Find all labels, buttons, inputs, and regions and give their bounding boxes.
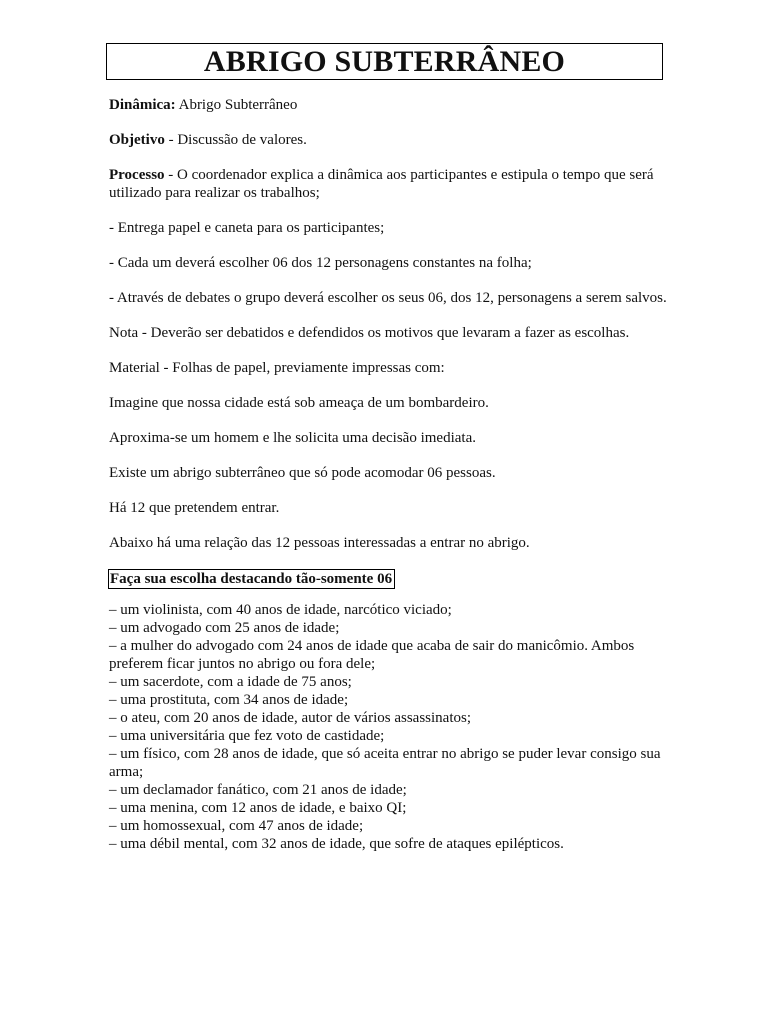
step-paragraph: - Entrega papel e caneta para os participantes; bbox=[109, 220, 385, 236]
person-item: – uma prostituta, com 34 anos de idade; bbox=[109, 692, 349, 708]
person-item: – um homossexual, com 47 anos de idade; bbox=[109, 818, 364, 834]
person-item: – uma débil mental, com 32 anos de idade, que sofre de ataques epilépticos. bbox=[109, 836, 564, 852]
objetivo-label: Objetivo bbox=[109, 132, 165, 148]
person-item: – um sacerdote, com a idade de 75 anos; bbox=[109, 674, 352, 690]
objetivo-paragraph bbox=[109, 131, 669, 149]
title-box bbox=[106, 43, 663, 80]
person-item: – um violinista, com 40 anos de idade, narcótico viciado; bbox=[109, 602, 452, 618]
person-item: – uma universitária que fez voto de castidade; bbox=[109, 728, 385, 744]
scenario-paragraph: Há 12 que pretendem entrar. bbox=[109, 500, 280, 516]
step-paragraph: - Através de debates o grupo deverá escolher os seus 06, dos 12, personagens a serem salvos. bbox=[109, 290, 667, 306]
person-item: – um declamador fanático, com 21 anos de idade; bbox=[109, 782, 407, 798]
people-list bbox=[109, 601, 669, 853]
processo-text: - O coordenador explica a dinâmica aos participantes e estipula o tempo que será utilizado para realizar os trabalhos; bbox=[109, 167, 654, 201]
scenario-paragraph: Abaixo há uma relação das 12 pessoas interessadas a entrar no abrigo. bbox=[109, 535, 530, 551]
document-body bbox=[109, 96, 669, 853]
dinamica-text: Abrigo Subterrâneo bbox=[178, 97, 298, 113]
person-item: – um advogado com 25 anos de idade; bbox=[109, 620, 340, 636]
scenario-paragraph: Aproxima-se um homem e lhe solicita uma decisão imediata. bbox=[109, 430, 476, 446]
scenario-paragraph: Imagine que nossa cidade está sob ameaça de um bombardeiro. bbox=[109, 395, 489, 411]
processo-label: Processo bbox=[109, 167, 165, 183]
page-title: ABRIGO SUBTERRÂNEO bbox=[203, 44, 566, 78]
choose-instruction: Faça sua escolha destacando tão-somente 06 bbox=[108, 569, 395, 589]
person-item: – o ateu, com 20 anos de idade, autor de vários assassinatos; bbox=[109, 710, 471, 726]
dinamica-paragraph bbox=[109, 96, 669, 114]
material-paragraph: Material - Folhas de papel, previamente impressas com: bbox=[109, 360, 445, 376]
scenario-paragraph: Existe um abrigo subterrâneo que só pode acomodar 06 pessoas. bbox=[109, 465, 496, 481]
nota-paragraph: Nota - Deverão ser debatidos e defendidos os motivos que levaram a fazer as escolhas. bbox=[109, 325, 630, 341]
step-paragraph: - Cada um deverá escolher 06 dos 12 personagens constantes na folha; bbox=[109, 255, 532, 271]
choose-instruction-line bbox=[109, 569, 669, 589]
dinamica-label: Dinâmica: bbox=[109, 97, 176, 113]
person-item: – um físico, com 28 anos de idade, que só aceita entrar no abrigo se puder levar consigo sua arma; bbox=[109, 746, 661, 780]
person-item: – uma menina, com 12 anos de idade, e baixo QI; bbox=[109, 800, 407, 816]
processo-paragraph bbox=[109, 166, 669, 202]
person-item: – a mulher do advogado com 24 anos de idade que acaba de sair do manicômio. Ambos preferem ficar juntos no abrigo ou fora dele; bbox=[109, 638, 635, 672]
objetivo-text: - Discussão de valores. bbox=[168, 132, 307, 148]
